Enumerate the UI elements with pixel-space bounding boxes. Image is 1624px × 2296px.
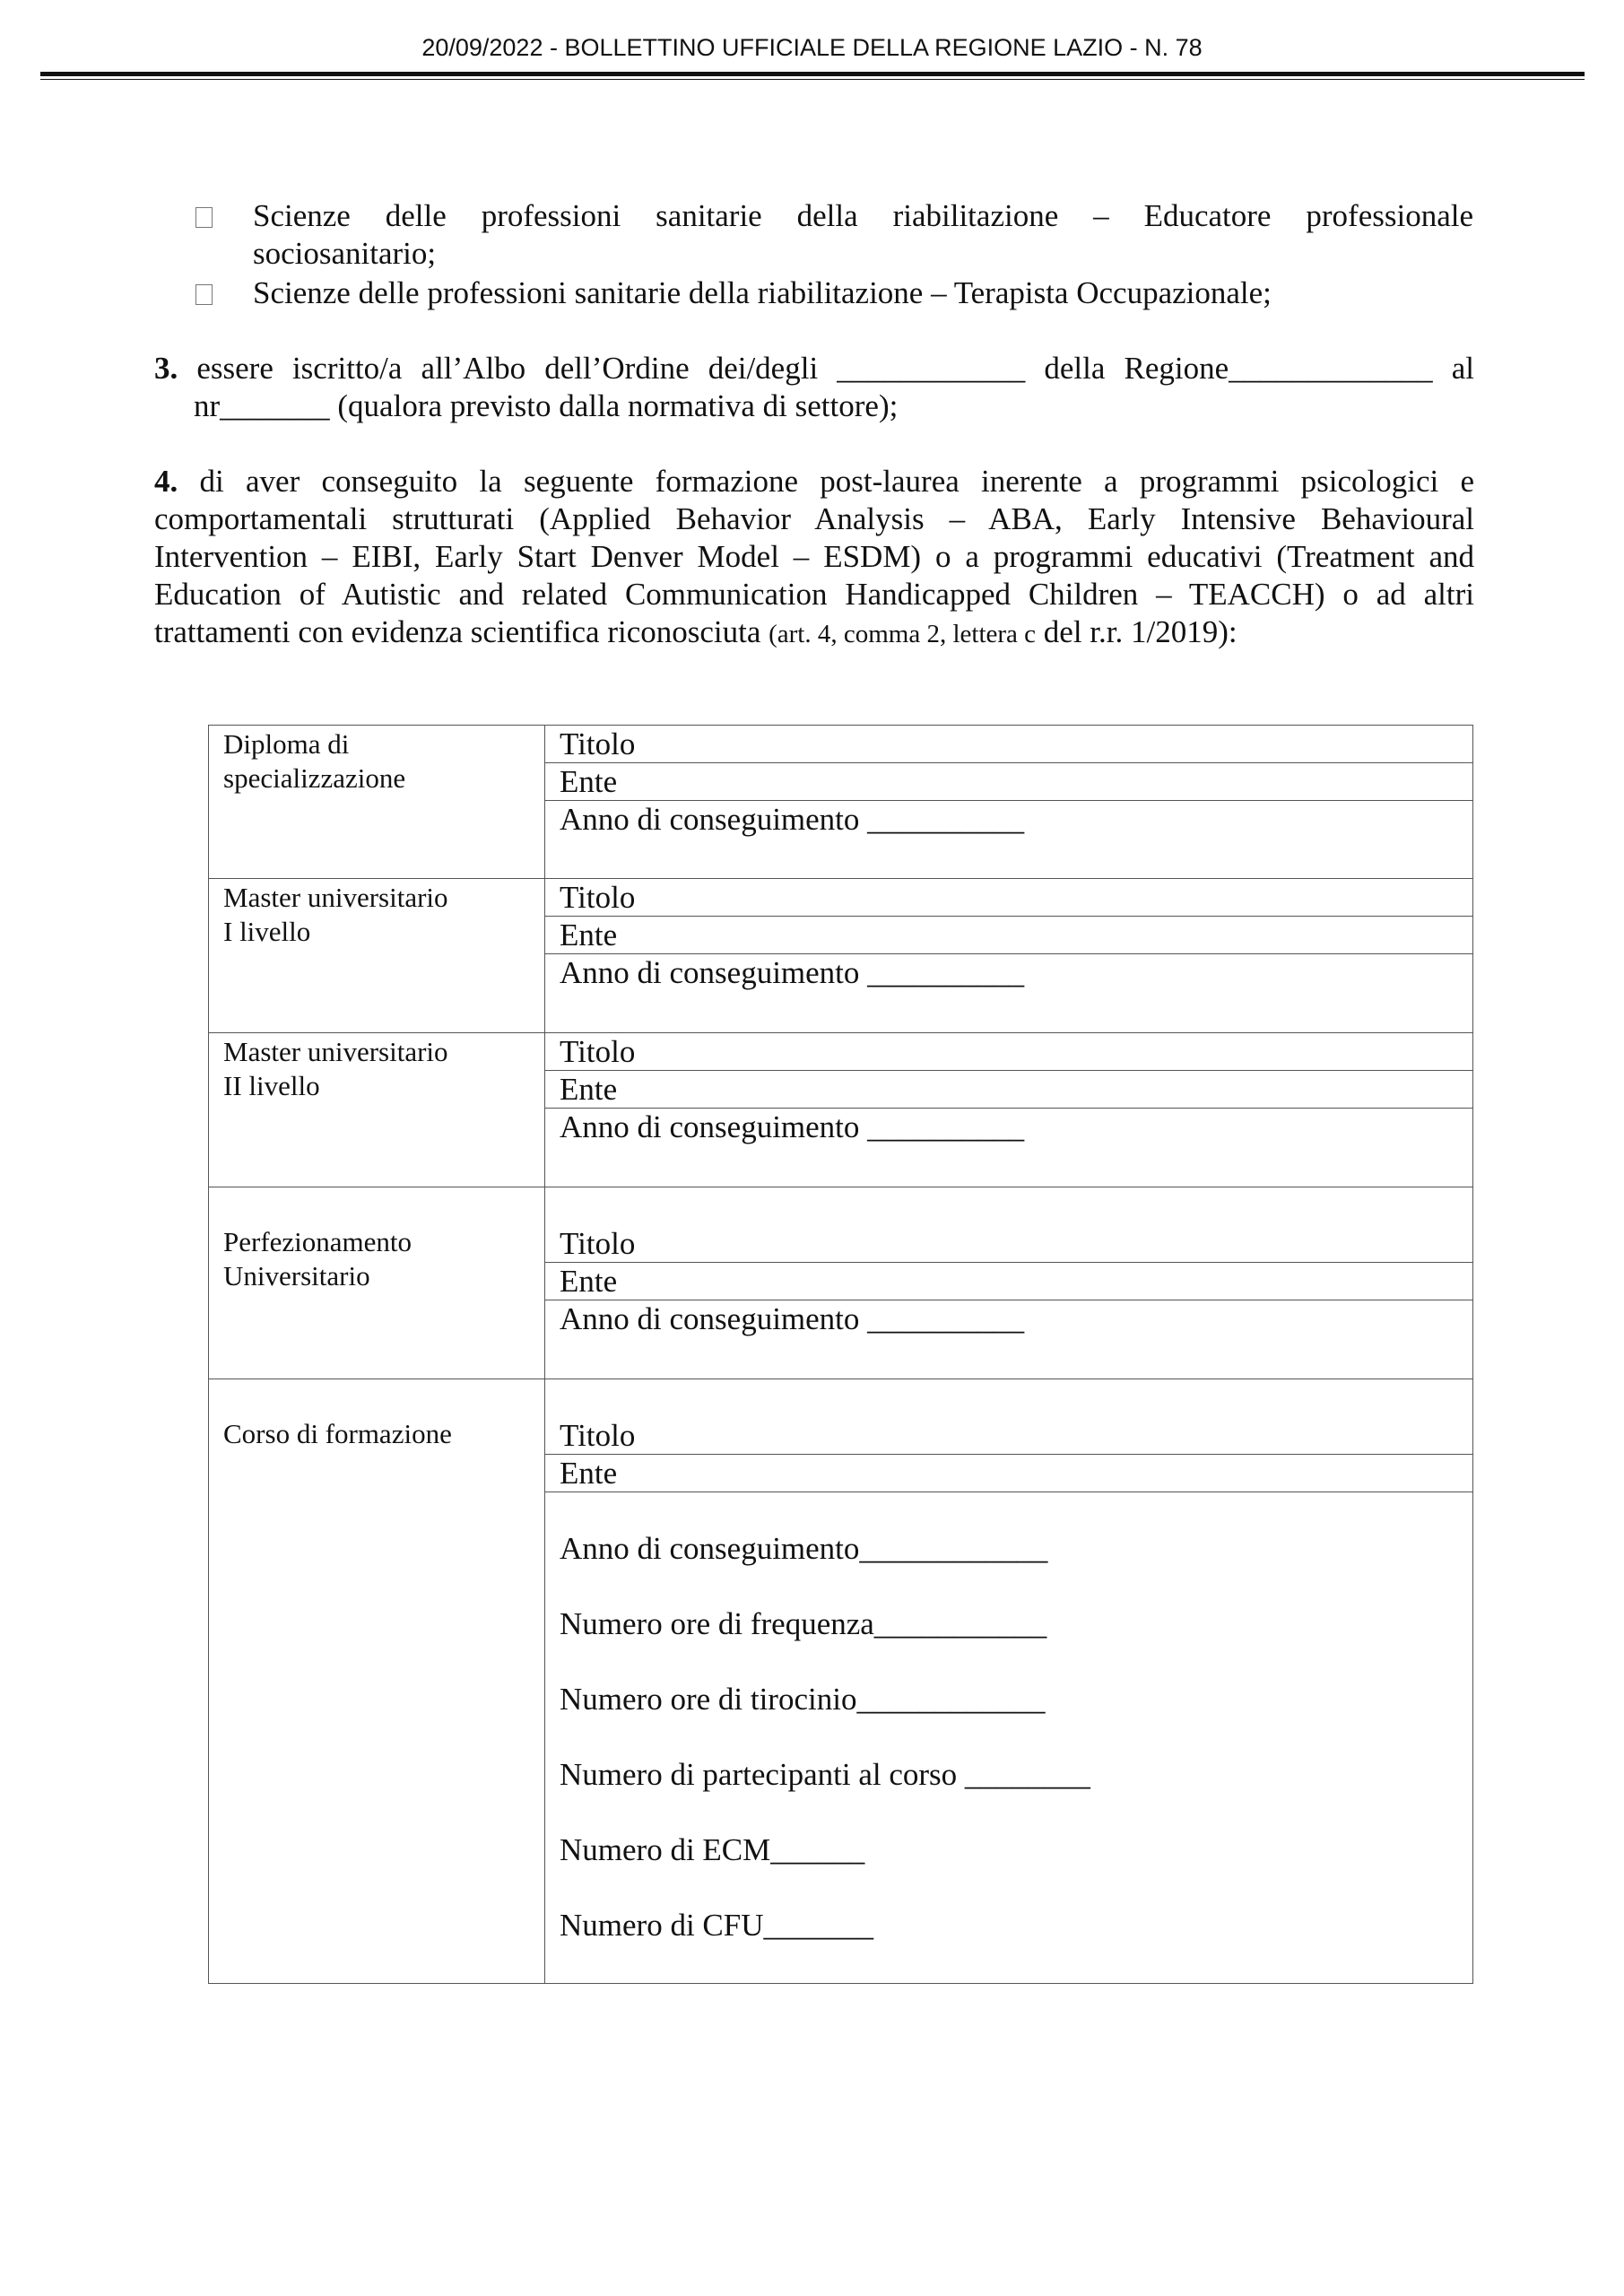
partecipanti-field[interactable]: Numero di partecipanti al corso ________ xyxy=(560,1757,1090,1792)
ore-frequenza-field[interactable]: Numero ore di frequenza___________ xyxy=(560,1606,1047,1641)
item-4-ref-tail: del r.r. 1/2019): xyxy=(1043,614,1238,649)
titolo-field[interactable]: Titolo xyxy=(545,726,1472,763)
item-3-line1-text: essere iscritto/a all’Albo dell’Ordine dei/degli ____________ della Regione_____________ al xyxy=(196,351,1474,386)
row-label-line1: Master universitario xyxy=(223,882,448,913)
row-label-line2: I livello xyxy=(223,916,311,947)
spacer xyxy=(545,1187,1472,1225)
spacer xyxy=(545,1492,1472,1530)
row-label xyxy=(209,1187,545,1379)
ore-tirocinio-field[interactable]: Numero ore di tirocinio____________ xyxy=(560,1682,1046,1717)
row-fields xyxy=(545,879,1473,1033)
header-rule xyxy=(40,72,1585,76)
row-fields xyxy=(545,1187,1473,1379)
titolo-field[interactable]: Titolo xyxy=(545,1417,1472,1455)
anno-field[interactable]: Anno di conseguimento __________ xyxy=(560,1301,1025,1336)
row-label xyxy=(209,1033,545,1187)
page-header: 20/09/2022 - BOLLETTINO UFFICIALE DELLA REGIONE LAZIO - N. 78 xyxy=(421,34,1203,61)
row-fields xyxy=(545,1379,1473,1984)
item-4-number: 4. xyxy=(154,464,178,499)
titolo-field[interactable]: Titolo xyxy=(545,879,1472,917)
training-table xyxy=(208,725,1473,1984)
checkbox-icon[interactable] xyxy=(195,284,213,305)
spacer xyxy=(545,1379,1472,1417)
checkbox-icon[interactable] xyxy=(195,207,213,228)
item-3-number: 3. xyxy=(154,351,178,386)
table-row xyxy=(209,726,1473,879)
table-row xyxy=(209,879,1473,1033)
row-label xyxy=(209,726,545,879)
table-row xyxy=(209,1033,1473,1187)
item-4 xyxy=(154,463,1474,653)
item-4-text: di aver conseguito la seguente formazione post-laurea inerente a programmi psicologici e comportamentali strutturati (Applied Behavior Analysis – ABA, Early Intensive Behavioural Intervention – EIBI, Early Start Denver Model – ESDM) o a programmi educativi (Treatment and Education of Autistic and related Communication Handicapped Children – TEACCH) o ad altri trattamenti con evidenza scientifica riconosciuta xyxy=(154,464,1475,649)
anno-field[interactable]: Anno di conseguimento __________ xyxy=(560,802,1025,837)
row-label-line2: Universitario xyxy=(223,1260,370,1292)
row-label-line1: Corso di formazione xyxy=(223,1418,452,1449)
row-label-line2: II livello xyxy=(223,1070,320,1101)
cfu-field[interactable]: Numero di CFU_______ xyxy=(560,1908,873,1943)
row-label-line1: Perfezionamento xyxy=(223,1226,413,1257)
row-label-line2: specializzazione xyxy=(223,762,406,794)
bullet-text-line2: sociosanitario; xyxy=(253,236,437,271)
table-row xyxy=(209,1187,1473,1379)
bullet-text-line1: Scienze delle professioni sanitarie della riabilitazione – Terapista Occupazionale; xyxy=(253,275,1272,310)
item-3 xyxy=(154,350,1474,425)
bullet-list xyxy=(195,197,1473,314)
ente-field[interactable]: Ente xyxy=(545,1455,1472,1492)
item-3-line2: nr_______ (qualora previsto dalla normativa di settore); xyxy=(194,388,899,423)
row-label-line1: Diploma di xyxy=(223,728,350,760)
table-row-corso xyxy=(209,1379,1473,1984)
row-label xyxy=(209,1379,545,1984)
anno-field[interactable]: Anno di conseguimento __________ xyxy=(560,955,1025,990)
bullet-text-line1: Scienze delle professioni sanitarie della riabilitazione – Educatore professionale xyxy=(253,198,1473,233)
ente-field[interactable]: Ente xyxy=(545,763,1472,801)
ente-field[interactable]: Ente xyxy=(545,1263,1472,1300)
titolo-field[interactable]: Titolo xyxy=(545,1033,1472,1071)
ecm-field[interactable]: Numero di ECM______ xyxy=(560,1832,865,1867)
bullet-item xyxy=(195,197,1473,273)
row-fields xyxy=(545,1033,1473,1187)
row-fields xyxy=(545,726,1473,879)
anno-field[interactable]: Anno di conseguimento____________ xyxy=(560,1531,1048,1566)
header-rule-thin xyxy=(40,79,1585,80)
row-label xyxy=(209,879,545,1033)
item-4-ref: (art. 4, comma 2, lettera c xyxy=(769,620,1037,648)
ente-field[interactable]: Ente xyxy=(545,1071,1472,1109)
bullet-item xyxy=(195,274,1473,312)
ente-field[interactable]: Ente xyxy=(545,917,1472,954)
titolo-field[interactable]: Titolo xyxy=(545,1225,1472,1263)
row-label-line1: Master universitario xyxy=(223,1036,448,1067)
item-3-line1 xyxy=(154,350,1474,387)
anno-field[interactable]: Anno di conseguimento __________ xyxy=(560,1109,1025,1144)
